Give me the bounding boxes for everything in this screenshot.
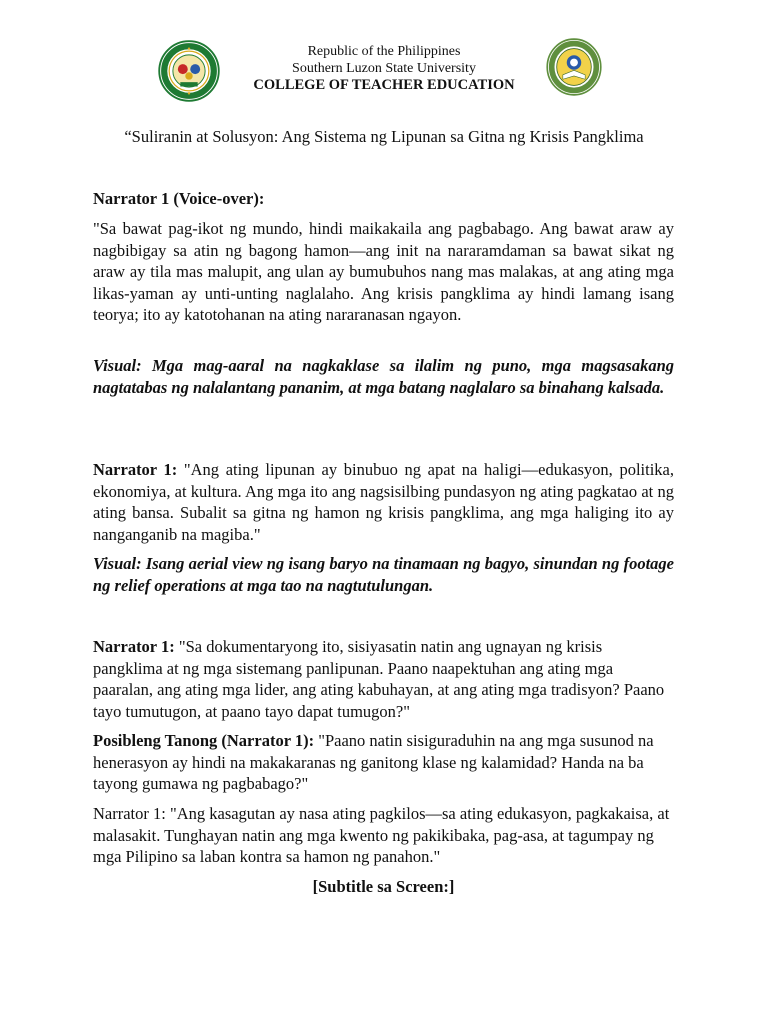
section2-narration: "Ang ating lipunan ay binubuo ng apat na haligi—edukasyon, politika, ekonomiya, at kultura. Ang mga ito ang nagsisilbing pundasyon ng ating pagkatao at ng ating bansa. Subalit sa gitna ng hamon ng krisis pangklima, ang mga haliging ito ay nanganganib na magiba." [93, 460, 675, 544]
letterhead [220, 44, 548, 94]
section1-visual: Visual: Mga mag-aaral na nagkaklase sa ilalim ng puno, mga magsasakang nagtatabas ng nalalantang pananim, at mga batang naglalaro sa binahang kalsada. [93, 356, 674, 397]
section5-narration: Narrator 1: "Ang kasagutan ay nasa ating pagkilos—sa ating edukasyon, pagkakaisa, at malasakit. Tunghayan natin ang mga kwento ng pakikibaka, pag-asa, at tagumpay ng mga Pilipino sa laban kontra sa hamon ng panahon." [93, 804, 670, 866]
section2-paragraph [93, 459, 674, 545]
header-line-college: COLLEGE OF TEACHER EDUCATION [253, 77, 515, 93]
header-line-republic: Republic of the Philippines [307, 44, 461, 59]
section4-question: "Paano natin sisiguraduhin na ang mga susunod na henerasyon ay hindi na makakaranas ng ganitong klase ng kalamidad? Handa na ba tayong gumawa ng pagbabago?" [93, 731, 654, 793]
subtitle-label: [Subtitle sa Screen:] [312, 877, 455, 896]
university-seal-icon [158, 40, 220, 102]
document-title: “Suliranin at Solusyon: Ang Sistema ng Lipunan sa Gitna ng Krisis Pangklima [124, 127, 644, 146]
section4-speaker: Posibleng Tanong (Narrator 1): [93, 731, 315, 750]
section4-paragraph [93, 730, 674, 795]
section2-speaker: Narrator 1: [93, 460, 178, 479]
header-line-university: Southern Luzon State University [292, 60, 476, 76]
section3-speaker: Narrator 1: [93, 637, 175, 656]
section1-heading: Narrator 1 (Voice-over): [93, 189, 265, 208]
section2-visual: Visual: Isang aerial view ng isang baryo na tinamaan ng bagyo, sinundan ng footage ng relief operations at mga tao na nagtutulungan. [93, 554, 674, 595]
section1-narration: "Sa bawat pag-ikot ng mundo, hindi maikakaila ang pagbabago. Ang bawat araw ay nagbibigay sa atin ng bagong hamon—ang init na nararamdaman sa bawat sikat ng araw ay tila mas malupit, ang ulan ay bumubuhos nang mas malakas, at ang ating mga likas-yaman ay unti-unting naglalaho. Ang krisis pangklima ay hindi lamang isang teorya; ito ay katotohanan na ating nararanasan ngayon. [93, 219, 674, 324]
section3-paragraph [93, 636, 674, 722]
college-seal-icon [546, 38, 602, 96]
section3-narration: "Sa dokumentaryong ito, sisiyasatin natin ang ugnayan ng krisis pangklima at ng mga sistemang panlipunan. Paano naapektuhan ang ating mga paaralan, ang ating mga lider, ang ating kabuhayan, at ang ating mga tradisyon? Paano tayo tumutugon, at paano tayo dapat tumugon?" [93, 637, 665, 721]
